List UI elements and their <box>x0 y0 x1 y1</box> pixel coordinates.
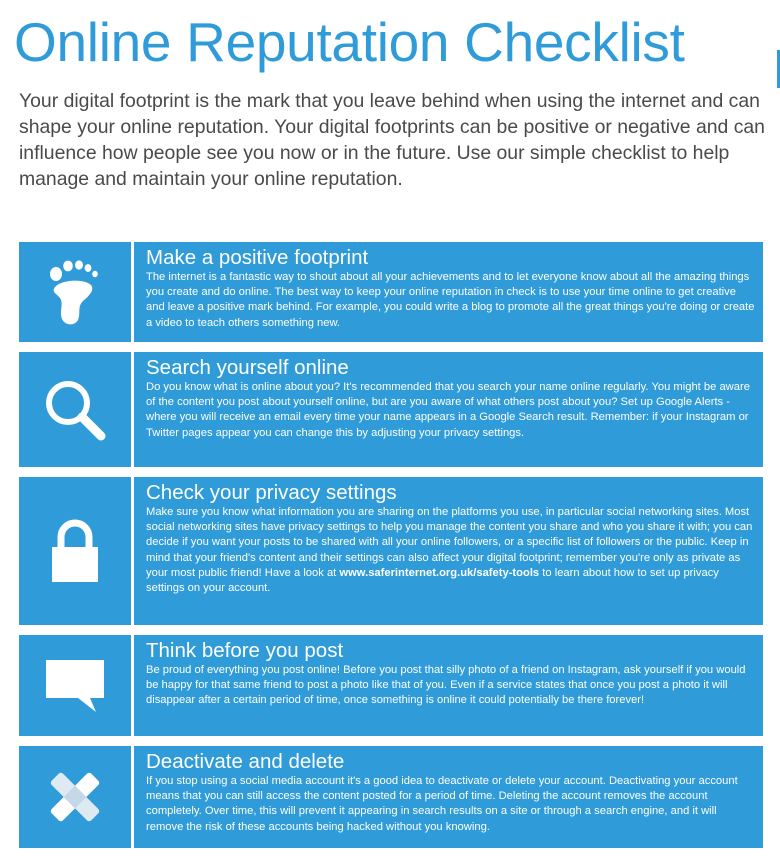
icon-panel <box>19 352 131 467</box>
page-title: Online Reputation Checklist <box>14 11 685 73</box>
item-text-panel <box>134 477 763 625</box>
item-body: Be proud of everything you post online! Before you post that silly photo of a friend on Instagram, ask yourself if you would be happy for that same friend to post a photo like that of you. Even if a service states that once you post a photo it will disappear after a certain period of time, once something is online it could potentially be there forever! <box>146 664 746 707</box>
padlock-icon <box>50 518 100 584</box>
item-text-panel <box>134 635 763 736</box>
item-body: If you stop using a social media account it's a good idea to deactivate or delete your account. Deactivating your account means that you can still access the content posted for a period of time. Deleting the account removes the account completely. Over time, this will prevent it appearing in search results on a site or through a search engine, and it will remove the risk of these accounts being hacked without you knowing. <box>146 775 738 833</box>
icon-panel <box>19 242 131 342</box>
checklist-item-think-before-post <box>19 635 763 736</box>
item-body: The internet is a fantastic way to shout about all your achievements and to let everyone know about all the amazing things you create and do online. The best way to keep your online reputation in check is to use your time online to get creative and leave a positive mark behind. For example, you could write a blog to promote all the great things you're doing or create a video to teach others something new. <box>146 271 755 329</box>
checklist-item-positive-footprint <box>19 242 763 342</box>
delete-x-icon <box>45 767 105 827</box>
item-text-panel <box>134 242 763 342</box>
item-text-panel <box>134 746 763 848</box>
item-text-panel <box>134 352 763 467</box>
item-title: Make a positive footprint <box>146 246 369 269</box>
checklist-item-privacy-settings <box>19 477 763 625</box>
item-title: Think before you post <box>146 639 344 662</box>
item-title: Deactivate and delete <box>146 750 345 773</box>
intro-paragraph: Your digital footprint is the mark that you leave behind when using the internet and can shape your online reputation. Your digital footprints can be positive or negative and can influence how people see you now or in the future. Use our simple checklist to help manage and maintain your online reputation. <box>19 90 765 190</box>
footprint-icon <box>45 257 105 327</box>
item-title: Check your privacy settings <box>146 481 397 504</box>
checklist-item-deactivate-delete <box>19 746 763 848</box>
icon-panel <box>19 635 131 736</box>
item-body: Do you know what is online about you? It's recommended that you search your name online regularly. You might be aware of the content you post about yourself online, but are you aware of what others post about you? Set up Google Alerts - where you will receive an email every time your name appears in a Google Search result. Remember: if your Instagram or Twitter pages appear you can change this by adjusting your privacy settings. <box>146 381 750 439</box>
icon-panel <box>19 746 131 848</box>
icon-panel <box>19 477 131 625</box>
item-body <box>146 505 755 596</box>
item-body-text: to learn about how to set up privacy settings on your account. <box>146 566 719 595</box>
item-title: Search yourself online <box>146 356 349 379</box>
item-body-text: Make sure you know what information you are sharing on the platforms you use, in particular social networking sites. Most social networking sites have privacy settings to help you manage the content you share and who you share it with; you can decide if you want your posts to be shared with all your online followers, or a specific list of followers or the public. Keep in mind that your friend's content and their settings can also affect your digital footprint; remember you're only as private as your most public friend! Have a look at <box>146 506 753 579</box>
safety-tools-link[interactable]: www.saferinternet.org.uk/safety-tools <box>339 566 540 579</box>
magnifying-glass-icon <box>41 376 109 444</box>
speech-bubble-icon <box>44 658 106 714</box>
checklist-item-search-yourself <box>19 352 763 467</box>
